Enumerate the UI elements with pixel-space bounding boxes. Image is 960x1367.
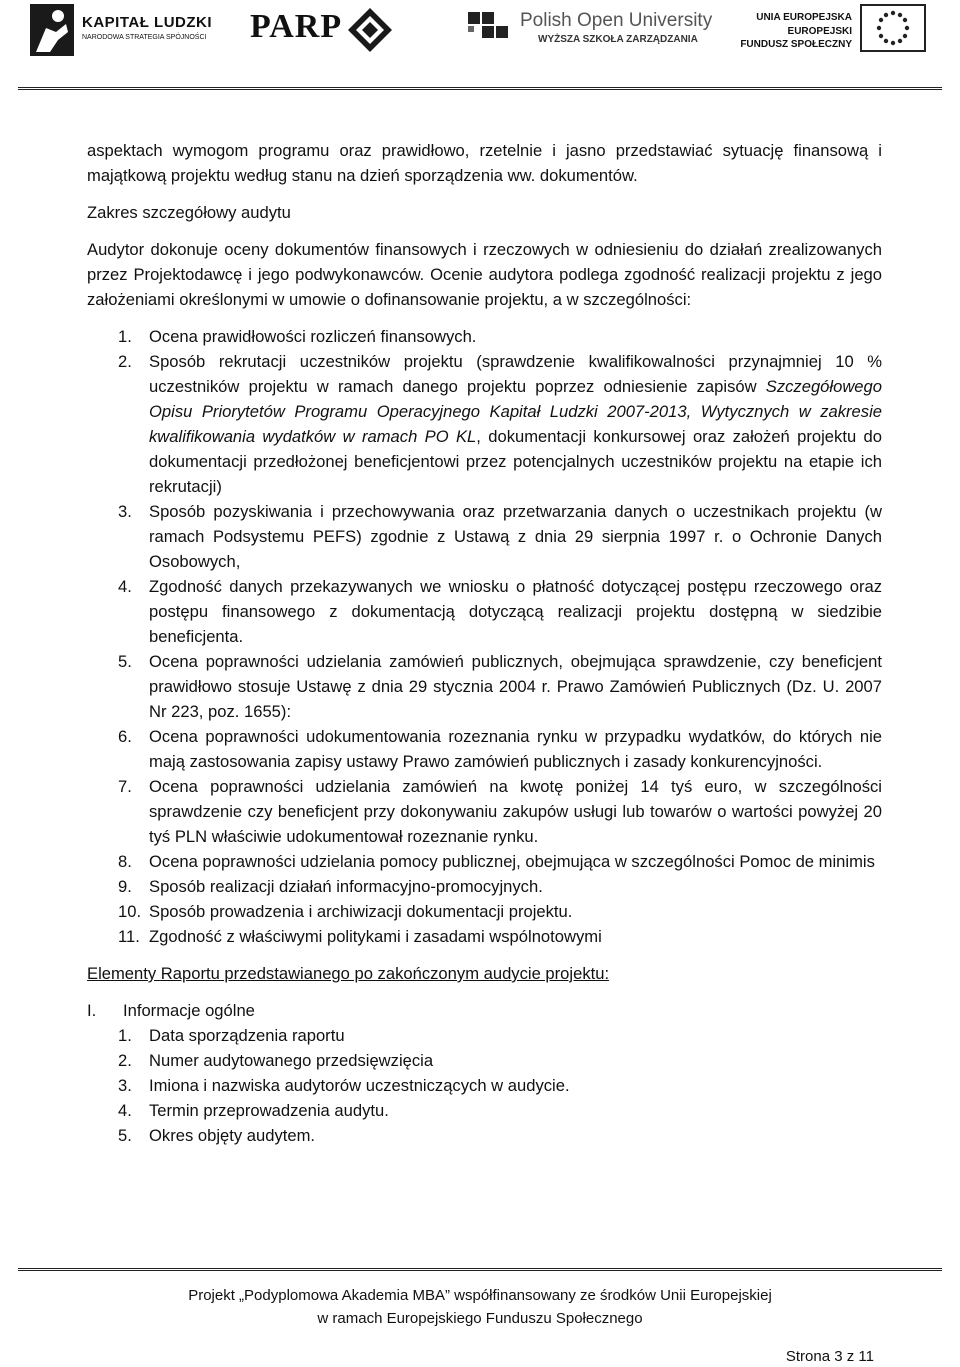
page-header: [0, 0, 960, 95]
footer-divider: [18, 1268, 942, 1274]
audit-scope-list: [87, 324, 882, 949]
footer-line-1: Projekt „Podyplomowa Akademia MBA” współfinansowany ze środków Unii Europejskiej: [188, 1287, 772, 1304]
pou-squares-icon: [468, 12, 510, 46]
report-elements-list: [87, 1023, 882, 1148]
eu-line2: EUROPEJSKI: [787, 26, 852, 37]
list-item: 3. Imiona i nazwiska audytorów uczestniczących w audycie.: [118, 1076, 570, 1095]
list-item: 2. Numer audytowanego przedsięwzięcia: [118, 1051, 434, 1070]
roman-heading-text: Informacje ogólne: [123, 1001, 255, 1020]
list-item: 7. Ocena poprawności udzielania zamówień na kwotę poniżej 14 tyś euro, w szczególności sprawdzenie czy beneficjent przy dokonywaniu zakupów usługi lub towarów o wartości powyżej 20 tyś PLN właściwie udokumentował rozeznanie rynku.: [118, 777, 882, 846]
section-heading-zakres: Zakres szczegółowy audytu: [87, 203, 291, 222]
kapital-ludzki-logo: [28, 2, 218, 58]
parp-diamond-icon: [346, 6, 394, 54]
header-divider: [18, 87, 942, 93]
pou-title: Polish Open University: [520, 10, 713, 31]
list-item: 5. Ocena poprawności udzielania zamówień publicznych, obejmująca sprawdzenie, czy beneficjent prawidłowo stosuje Ustawę z dnia 29 stycznia 2004 r. Prawo Zamówień Publicznych (Dz. U. 2007 Nr 223, poz. 1655):: [118, 652, 882, 721]
eu-flag-icon: [860, 4, 926, 52]
parp-text: PARP: [250, 8, 343, 45]
list-item: 11. Zgodność z właściwymi politykami i zasadami wspólnotowymi: [118, 927, 602, 946]
eu-line3: FUNDUSZ SPOŁECZNY: [740, 39, 852, 50]
polish-open-university-logo: [468, 6, 718, 56]
list-item: 5. Okres objęty audytem.: [118, 1126, 316, 1145]
section-heading-elementy: Elementy Raportu przedstawianego po zakończonym audycie projektu:: [87, 964, 610, 983]
page-number: Strona 3 z 11: [785, 1348, 874, 1365]
list-item: 4. Zgodność danych przekazywanych we wniosku o płatność dotyczącej postępu rzeczowego oraz postępu finansowego z dokumentacją dotyczącą realizacji projektu dostępną w siedzibie beneficjenta.: [118, 577, 882, 646]
list-item: 2. Sposób rekrutacji uczestników projektu (sprawdzenie kwalifikowalności przynajmniej 10 % uczestników projektu w ramach danego projektu poprzez odniesienie zapisów Szczegółowego Opisu Priorytetów Programu Operacyjnego Kapitał Ludzki 2007-2013, Wytycznych w zakresie kwalifikowania wydatków w ramach PO KL, dokumentacji konkursowej oraz założeń projektu do dokumentacji przedłożonej beneficjentowi przez potencjalnych uczestników projektu na etapie ich rekrutacji): [118, 352, 882, 496]
eu-line1: UNIA EUROPEJSKA: [756, 12, 852, 23]
kapital-ludzki-title: KAPITAŁ LUDZKI: [82, 14, 213, 31]
page-footer: [0, 1284, 960, 1330]
list-item: 4. Termin przeprowadzenia audytu.: [118, 1101, 389, 1120]
roman-heading: [87, 998, 882, 1023]
kapital-ludzki-subtitle: NARODOWA STRATEGIA SPÓJNOŚCI: [82, 34, 207, 41]
list-item: 10. Sposób prowadzenia i archiwizacji dokumentacji projektu.: [118, 902, 573, 921]
document-body: [87, 138, 882, 1148]
paragraph-intro: aspektach wymogom programu oraz prawidłowo, rzetelnie i jasno przedstawiać sytuację finansową i majątkową projektu według stanu na dzień sporządzenia ww. dokumentów.: [87, 141, 882, 185]
roman-numeral: I.: [87, 1001, 97, 1020]
list-item: 1. Data sporządzenia raportu: [118, 1026, 345, 1045]
parp-logo: [250, 2, 410, 58]
list-item: 9. Sposób realizacji działań informacyjno-promocyjnych.: [118, 877, 543, 896]
list-item: 6. Ocena poprawności udokumentowania rozeznania rynku w przypadku wydatków, do których nie mają zastosowania zapisy ustawy Prawo zamówień publicznych i zasady konkurencyjności.: [118, 727, 882, 771]
list-item: 1. Ocena prawidłowości rozliczeń finansowych.: [118, 327, 477, 346]
pou-subtitle: WYŻSZA SZKOŁA ZARZĄDZANIA: [538, 34, 698, 45]
eu-efs-logo: [740, 2, 938, 58]
list-item: 8. Ocena poprawności udzielania pomocy publicznej, obejmująca w szczególności Pomoc de minimis: [118, 852, 875, 871]
footer-line-2: w ramach Europejskiego Funduszu Społecznego: [317, 1310, 643, 1327]
paragraph-audytor: Audytor dokonuje oceny dokumentów finansowych i rzeczowych w odniesieniu do działań zrealizowanych przez Projektodawcę i jego podwykonawców. Ocenie audytora podlega zgodność realizacji projektu z jego założeniami określonymi w umowie o dofinansowanie projektu, a w szczególności:: [87, 240, 882, 309]
list-item: 3. Sposób pozyskiwania i przechowywania oraz przetwarzania danych o uczestnikach projektu (w ramach Podsystemu PEFS) zgodnie z Ustawą z dnia 29 sierpnia 1997 r. o Ochronie Danych Osobowych,: [118, 502, 882, 571]
